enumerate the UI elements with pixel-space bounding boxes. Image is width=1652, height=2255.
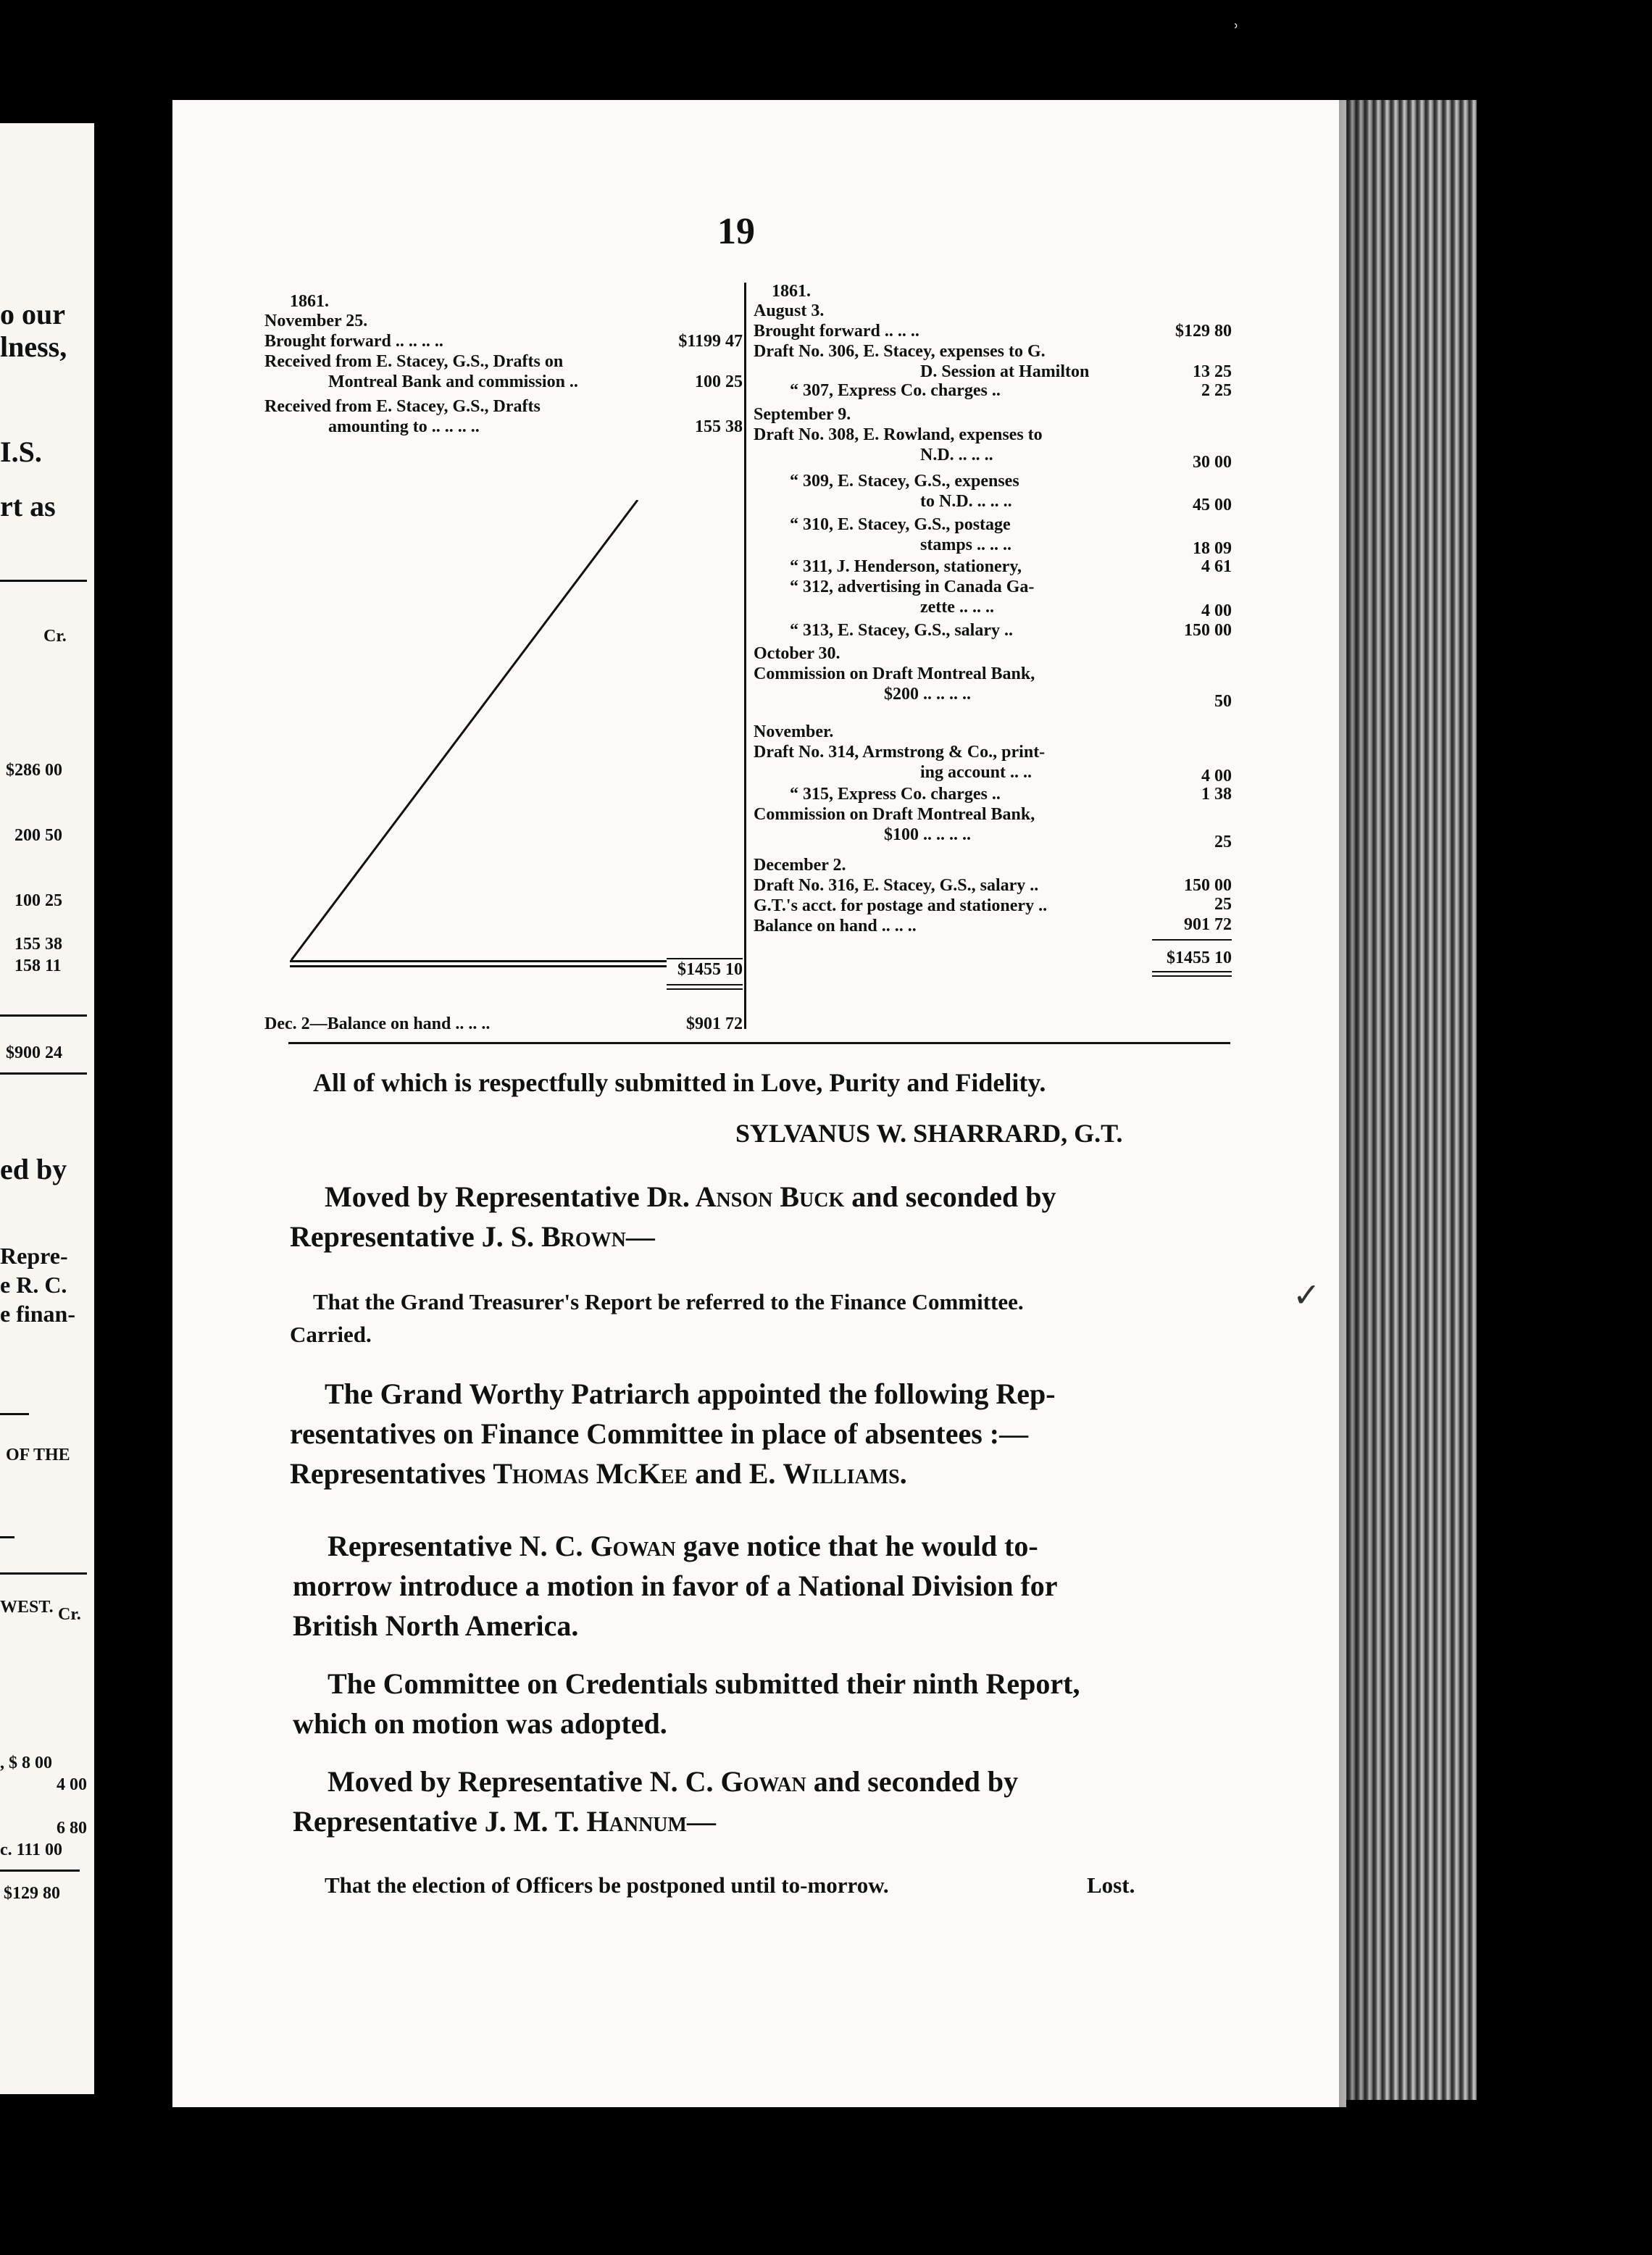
left-page-amount: 158 11 bbox=[14, 956, 62, 975]
ledger-year: 1861. bbox=[290, 292, 329, 311]
left-page-line: Repre- bbox=[0, 1243, 68, 1269]
ledger-entry-amount: $129 80 bbox=[1175, 322, 1232, 341]
ledger-entry-amount: 4 00 bbox=[1201, 767, 1232, 785]
left-page-rule bbox=[0, 1536, 14, 1538]
ledger-entry-amount: 25 bbox=[1214, 833, 1232, 851]
ledger-date: November 25. bbox=[264, 312, 368, 330]
left-page-rule bbox=[0, 1072, 87, 1075]
ledger-entry-text: Brought forward .. .. .. bbox=[754, 322, 919, 341]
left-page-amount: 200 50 bbox=[14, 826, 62, 845]
left-page-amount: c. 111 00 bbox=[0, 1841, 63, 1859]
motion-line: Moved by Representative N. C. Gowan and seconded by bbox=[328, 1765, 1019, 1798]
resolution-result: Carried. bbox=[290, 1322, 372, 1347]
left-page-line: o our bbox=[0, 298, 65, 330]
ledger-base-rule bbox=[290, 960, 667, 962]
ledger-base-rule bbox=[290, 965, 667, 967]
ledger-entry-amount: 1 38 bbox=[1201, 785, 1232, 804]
left-page-rule bbox=[0, 580, 87, 582]
left-page-cr-label: Cr. bbox=[43, 627, 67, 646]
left-page-rule bbox=[0, 1870, 80, 1872]
ledger-balance-label: Dec. 2—Balance on hand .. .. .. bbox=[264, 1014, 491, 1033]
ledger-entry-amount: $1199 47 bbox=[678, 332, 743, 351]
person-name: Dr. Anson Buck bbox=[646, 1180, 845, 1213]
person-name: Brown bbox=[541, 1220, 626, 1253]
left-page-cr-label: Cr. bbox=[58, 1605, 81, 1624]
person-name: Hannum bbox=[586, 1805, 687, 1838]
appointment-line: Representatives Thomas McKee and E. Williams. bbox=[290, 1457, 907, 1490]
left-page-line: ed by bbox=[0, 1153, 67, 1185]
ledger-entry-text: “ 313, E. Stacey, G.S., salary .. bbox=[790, 621, 1014, 640]
left-page-heading: WEST. bbox=[0, 1598, 54, 1617]
ledger-sum-rule bbox=[1152, 971, 1232, 972]
page-shadow bbox=[1339, 100, 1382, 2107]
ledger-date: October 30. bbox=[754, 644, 840, 663]
left-page-rule bbox=[0, 1572, 87, 1575]
ledger-date: August 3. bbox=[754, 301, 825, 320]
ledger-diagonal-stroke bbox=[290, 500, 652, 964]
left-page-rule bbox=[0, 1413, 29, 1415]
appointment-line: The Grand Worthy Patriarch appointed the following Rep- bbox=[325, 1377, 1056, 1410]
ledger-entry-text: “ 315, Express Co. charges .. bbox=[790, 785, 1001, 804]
ledger-entry-amount: 4 00 bbox=[1201, 601, 1232, 620]
ledger-sum-rule bbox=[667, 988, 743, 990]
left-page-line: rt as bbox=[0, 490, 56, 522]
ledger-entry-text: zette .. .. .. bbox=[920, 598, 994, 617]
left-page-amount: $900 24 bbox=[6, 1043, 62, 1062]
ledger-entry-text: Balance on hand .. .. .. bbox=[754, 917, 917, 935]
ledger-entry-amount: 18 09 bbox=[1193, 539, 1232, 558]
ledger-date: December 2. bbox=[754, 856, 846, 875]
left-page-amount: 4 00 bbox=[57, 1775, 87, 1794]
person-name: Gowan bbox=[720, 1765, 806, 1798]
ledger-entry-text: Draft No. 314, Armstrong & Co., print- bbox=[754, 743, 1046, 762]
ledger-entry-text: “ 307, Express Co. charges .. bbox=[790, 381, 1001, 400]
resolution-result: Lost. bbox=[1087, 1872, 1135, 1898]
left-page-amount: , $ 8 00 bbox=[0, 1754, 52, 1772]
credentials-line: which on motion was adopted. bbox=[293, 1707, 667, 1740]
closing-statement: All of which is respectfully submitted in Love, Purity and Fidelity. bbox=[313, 1068, 1046, 1097]
ledger-entry-amount: 150 00 bbox=[1184, 876, 1232, 895]
ledger-entry-text: Commission on Draft Montreal Bank, bbox=[754, 664, 1035, 683]
ledger-entry-text: “ 310, E. Stacey, G.S., postage bbox=[790, 515, 1011, 534]
appointment-line: resentatives on Finance Committee in place of absentees :— bbox=[290, 1417, 1029, 1450]
left-page-heading: OF THE bbox=[6, 1446, 70, 1464]
ledger-sum-rule bbox=[1152, 939, 1232, 941]
ledger-entry-text: to N.D. .. .. .. bbox=[920, 492, 1012, 511]
ledger-entry-text: Montreal Bank and commission .. bbox=[328, 372, 578, 391]
ledger-entry-amount: 30 00 bbox=[1193, 453, 1232, 472]
person-name: Gowan bbox=[590, 1530, 676, 1562]
person-name: Williams bbox=[783, 1457, 900, 1490]
ledger-date: November. bbox=[754, 722, 834, 741]
left-page-amount: 6 80 bbox=[57, 1819, 87, 1838]
ledger-entry-text: Draft No. 308, E. Rowland, expenses to bbox=[754, 425, 1043, 444]
left-page-amount: 100 25 bbox=[14, 891, 62, 910]
ledger-entry-text: $100 .. .. .. .. bbox=[884, 825, 971, 844]
left-page-amount: $129 80 bbox=[4, 1884, 60, 1903]
ledger-entry-text: D. Session at Hamilton bbox=[920, 362, 1090, 381]
ledger-year: 1861. bbox=[772, 282, 811, 301]
ledger-entry-text: N.D. .. .. .. bbox=[920, 446, 993, 464]
ledger-entry-amount: 25 bbox=[1214, 895, 1232, 914]
ledger-balance-amount: $901 72 bbox=[686, 1014, 743, 1033]
corner-scan-mark: ʾ bbox=[1232, 20, 1240, 47]
left-page-line: I.S. bbox=[0, 435, 42, 468]
ledger-entry-text: Brought forward .. .. .. .. bbox=[264, 332, 443, 351]
ledger-entry-text: Received from E. Stacey, G.S., Drafts on bbox=[264, 352, 564, 371]
check-mark: ✓ bbox=[1293, 1277, 1321, 1314]
left-page-line: e finan- bbox=[0, 1301, 75, 1327]
ledger-entry-text: “ 309, E. Stacey, G.S., expenses bbox=[790, 472, 1019, 491]
ledger-sum-rule bbox=[667, 984, 743, 985]
resolution-text: That the election of Officers be postponed until to-morrow. bbox=[325, 1872, 889, 1898]
ledger-total: $1455 10 bbox=[1167, 949, 1232, 967]
ledger-payments-column bbox=[754, 281, 1232, 970]
ledger-bottom-rule bbox=[288, 1042, 1230, 1044]
left-page-line: e R. C. bbox=[0, 1272, 67, 1298]
person-name: Thomas McKee bbox=[493, 1457, 688, 1490]
ledger-entry-text: Commission on Draft Montreal Bank, bbox=[754, 805, 1035, 824]
left-page-rule bbox=[0, 1014, 87, 1017]
ledger-entry-text: Received from E. Stacey, G.S., Drafts bbox=[264, 397, 541, 416]
ledger-entry-amount: 2 25 bbox=[1201, 381, 1232, 400]
ledger-entry-text: G.T.'s acct. for postage and stationery .. bbox=[754, 896, 1048, 915]
ledger-entry-amount: 155 38 bbox=[695, 417, 743, 436]
ledger-entry-amount: 150 00 bbox=[1184, 621, 1232, 640]
left-page-amount: 155 38 bbox=[14, 935, 62, 954]
ledger-entry-amount: 100 25 bbox=[695, 372, 743, 391]
ledger-entry-text: Draft No. 316, E. Stacey, G.S., salary .. bbox=[754, 876, 1039, 895]
notice-line: Representative N. C. Gowan gave notice that he would to- bbox=[328, 1530, 1038, 1562]
ledger-entry-text: ing account .. .. bbox=[920, 763, 1032, 782]
ledger-entry-text: stamps .. .. .. bbox=[920, 535, 1012, 554]
motion-line: Moved by Representative Dr. Anson Buck and seconded by bbox=[325, 1180, 1056, 1213]
ledger-entry-text: amounting to .. .. .. .. bbox=[328, 417, 480, 436]
ledger-column-divider bbox=[744, 283, 746, 1029]
left-page-fragment bbox=[0, 123, 94, 2094]
ledger-entry-amount: 50 bbox=[1214, 692, 1232, 711]
ledger-entry-amount: 901 72 bbox=[1184, 915, 1232, 934]
ledger-entry-text: “ 311, J. Henderson, stationery, bbox=[790, 557, 1022, 576]
credentials-line: The Committee on Credentials submitted their ninth Report, bbox=[328, 1667, 1080, 1700]
ledger-entry-amount: 13 25 bbox=[1193, 362, 1232, 381]
resolution-text: That the Grand Treasurer's Report be referred to the Finance Committee. bbox=[313, 1289, 1024, 1314]
ledger-date: September 9. bbox=[754, 405, 851, 424]
left-page-line: lness, bbox=[0, 330, 67, 363]
motion-line: Representative J. S. Brown— bbox=[290, 1220, 655, 1253]
ledger-total: $1455 10 bbox=[677, 960, 743, 979]
motion-line: Representative J. M. T. Hannum— bbox=[293, 1805, 716, 1838]
notice-line: morrow introduce a motion in favor of a National Division for bbox=[293, 1570, 1058, 1602]
notice-line: British North America. bbox=[293, 1609, 579, 1642]
ledger-sum-rule bbox=[1152, 975, 1232, 977]
page-number: 19 bbox=[717, 211, 755, 252]
ledger-entry-amount: 4 61 bbox=[1201, 557, 1232, 576]
signature: SYLVANUS W. SHARRARD, G.T. bbox=[735, 1119, 1123, 1148]
left-page-amount: $286 00 bbox=[6, 761, 62, 780]
ledger-entry-amount: 45 00 bbox=[1193, 496, 1232, 514]
ledger-entry-text: $200 .. .. .. .. bbox=[884, 685, 971, 704]
ledger-entry-text: Draft No. 306, E. Stacey, expenses to G. bbox=[754, 342, 1046, 361]
ledger-entry-text: “ 312, advertising in Canada Ga- bbox=[790, 578, 1035, 596]
